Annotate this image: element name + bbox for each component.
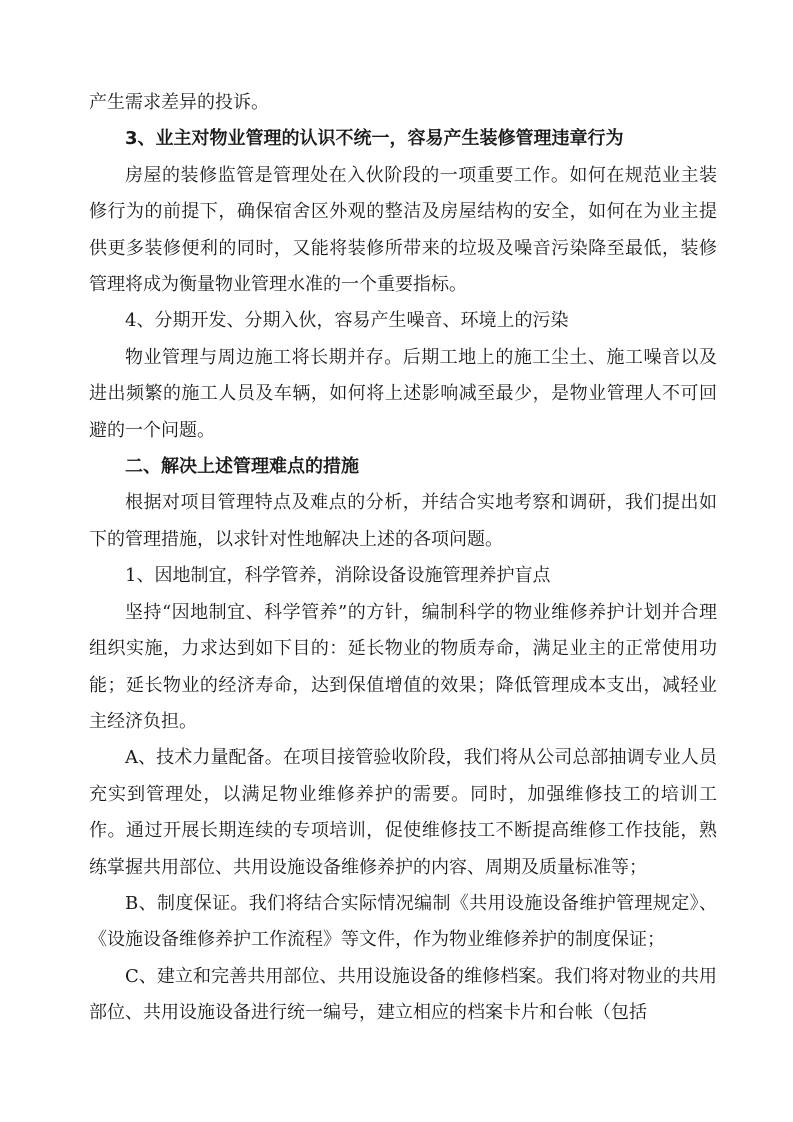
section-heading-measures: 二、解决上述管理难点的措施 <box>125 456 359 478</box>
paragraph-item-c: C、建立和完善共用部位、共用设施设备的维修档案。我们将对物业的共用部位、共用设施设备进行统一编号，建立相应的档案卡片和台帐（包括 <box>89 965 717 1024</box>
section-heading-3: 3、业主对物业管理的认识不统一，容易产生装修管理违章行为 <box>125 128 624 150</box>
paragraph-renovation: 房屋的装修监管是管理处在入伙阶段的一项重要工作。如何在规范业主装修行为的前提下，确保宿舍区外观的整洁及房屋结构的安全，如何在为业主提供更多装修便利的同时，又能将装修所带来的垃圾及噪音污染降至最低，装修管理将成为衡量物业管理水准的一个重要指标。 <box>89 164 717 296</box>
paragraph-construction: 物业管理与周边施工将长期并存。后期工地上的施工尘土、施工噪音以及进出频繁的施工人员及车辆，如何将上述影响减至最少，是物业管理人不可回避的一个问题。 <box>89 346 717 441</box>
paragraph-policy: 坚持“因地制宜、科学管养”的方针，编制科学的物业维修养护计划并合理组织实施，力求达到如下目的：延长物业的物质寿命，满足业主的正常使用功能；延长物业的经济寿命，达到保值增值的效果；降低管理成本支出，减轻业主经济负担。 <box>89 601 717 732</box>
paragraph-continuation: 产生需求差异的投诉。 <box>89 92 269 113</box>
paragraph-measures-intro: 根据对项目管理特点及难点的分析，并结合实地考察和调研，我们提出如下的管理措施，以求针对性地解决上述的各项问题。 <box>89 492 717 550</box>
subheading-4: 4、分期开发、分期入伙，容易产生噪音、环境上的污染 <box>125 310 569 332</box>
subheading-1: 1、因地制宜，科学管养，消除设备设施管理养护盲点 <box>125 565 551 587</box>
paragraph-item-b: B、制度保证。我们将结合实际情况编制《共用设施设备维护管理规定》、《设施设备维修养护工作流程》等文件，作为物业维修养护的制度保证； <box>89 892 717 951</box>
paragraph-item-a: A、技术力量配备。在项目接管验收阶段，我们将从公司总部抽调专业人员充实到管理处，以满足物业维修养护的需要。同时，加强维修技工的培训工作。通过开展长期连续的专项培训，促使维修技工不断提高维修工作技能，熟练掌握共用部位、共用设施设备维修养护的内容、周期及质量标准等； <box>89 747 717 878</box>
document-page <box>89 85 717 1032</box>
